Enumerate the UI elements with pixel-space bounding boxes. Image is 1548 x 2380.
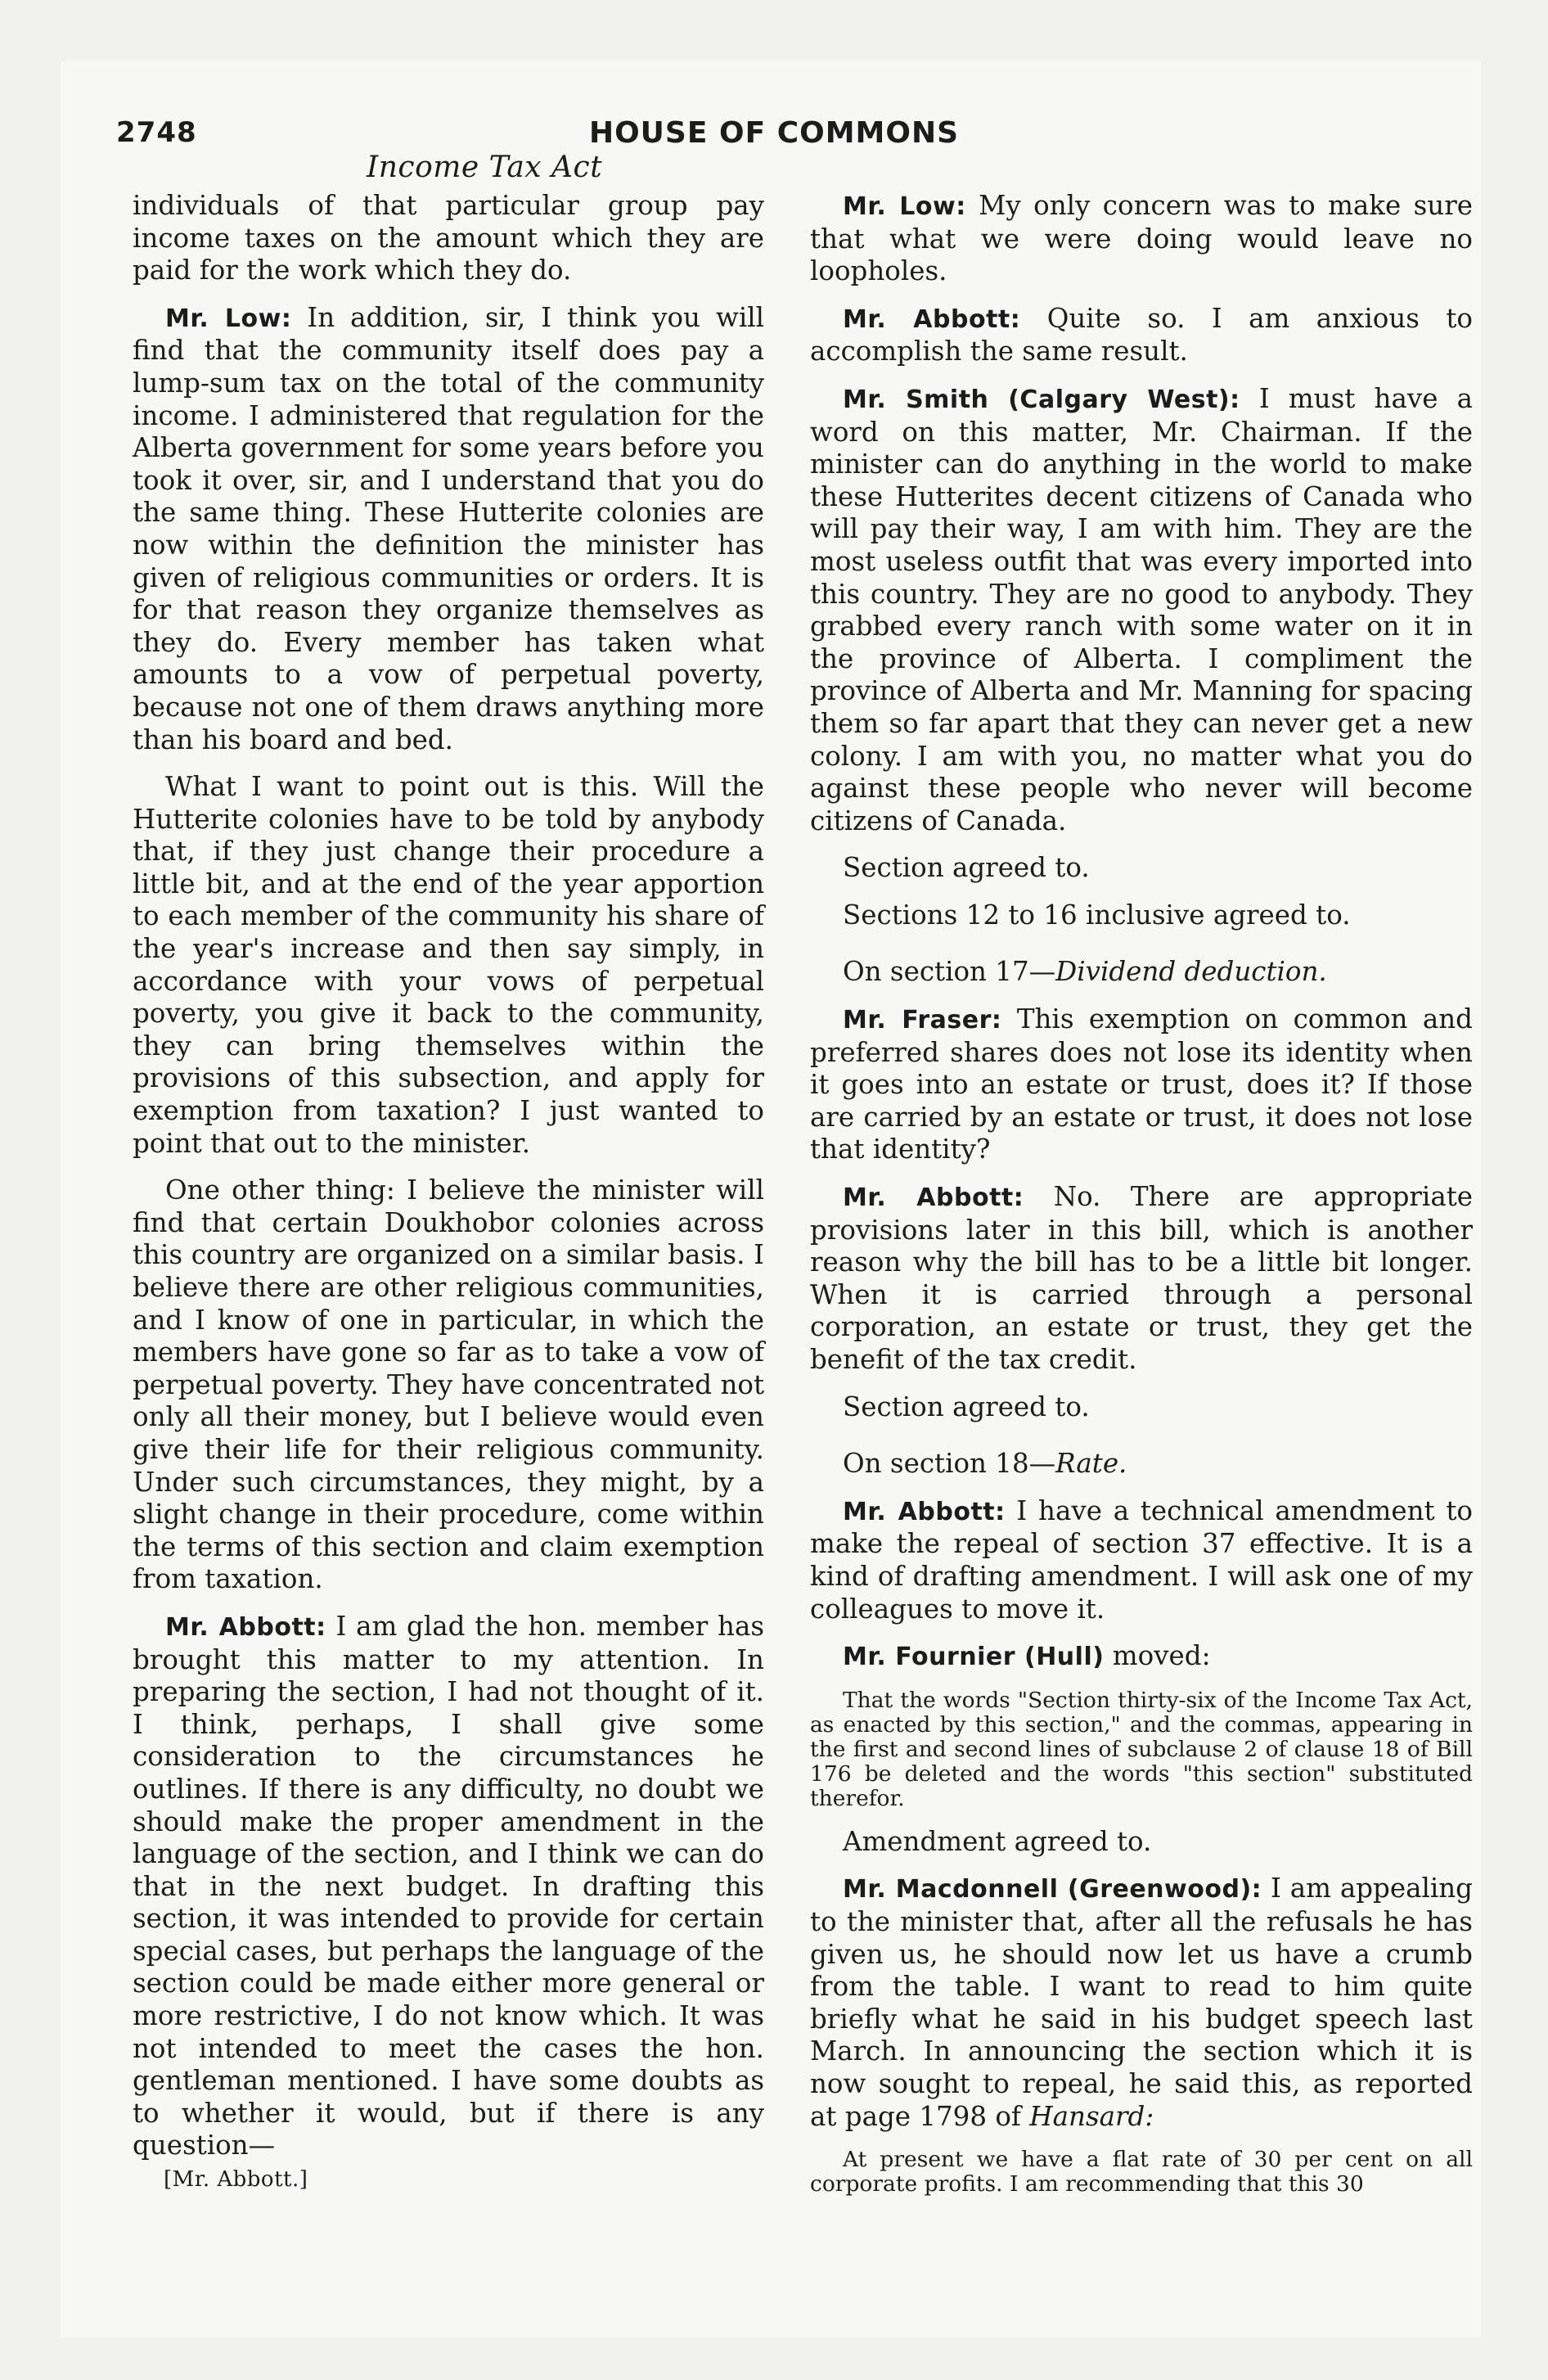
subject-heading: Income Tax Act bbox=[367, 151, 603, 184]
section-heading bbox=[810, 1448, 1473, 1481]
section-title: Rate. bbox=[1055, 1448, 1127, 1480]
speaker-name: Mr. Abbott: bbox=[843, 304, 1021, 334]
section-title: Dividend deduction. bbox=[1055, 956, 1327, 988]
proceeding-note: Amendment agreed to. bbox=[843, 1825, 1152, 1857]
speaker-name: Mr. Macdonnell (Greenwood): bbox=[843, 1875, 1262, 1904]
paragraph bbox=[810, 1181, 1473, 1377]
speaker-signature: [Mr. Abbott.] bbox=[164, 2167, 308, 2192]
running-head: HOUSE OF COMMONS bbox=[588, 116, 960, 150]
section-heading bbox=[810, 956, 1473, 989]
speech-text: In addition, sir, I think you will find that the community itself does pay a lump-sum tax on the total of the community income. I administered that regulation for the Alberta government for some years before you took it over, sir, and I understand that you do the same thing. These Hutterite colonies are now within the definition the minister has given of religious communities or orders. It is for that reason they organize themselves as they do. Every member has taken what amounts to a vow of perpetual poverty, because not one of them draws anything more than his board and bed. bbox=[133, 301, 764, 755]
paragraph bbox=[133, 1611, 764, 2162]
speaker-name: Mr. Low: bbox=[843, 192, 966, 221]
speaker-name: Mr. Fraser: bbox=[843, 1006, 1002, 1035]
left-column bbox=[133, 190, 764, 2177]
paragraph bbox=[810, 1873, 1473, 2133]
paragraph bbox=[810, 190, 1473, 288]
paragraph bbox=[810, 1640, 1473, 1674]
paragraph bbox=[810, 1003, 1473, 1166]
publication-title: Hansard: bbox=[1029, 2100, 1154, 2132]
speech-text: No. There are appropriate provisions later in this bill, which is another reason why the bill has to be a little bit longer. When it is carried through a personal corporation, an estate or trust, they get the benefit of the tax credit. bbox=[810, 1181, 1473, 1375]
paragraph bbox=[133, 302, 764, 756]
section-label: On section 17— bbox=[843, 956, 1056, 988]
page-number: 2748 bbox=[116, 116, 197, 149]
paragraph bbox=[810, 303, 1473, 368]
speech-text: moved: bbox=[1112, 1640, 1211, 1672]
speaker-name: Mr. Abbott: bbox=[843, 1183, 1024, 1213]
budget-quote: At present we have a flat rate of 30 per cent on all corporate profits. I am recommending that this 30 bbox=[810, 2147, 1473, 2197]
proceeding-note: Section agreed to. bbox=[843, 1391, 1090, 1422]
paragraph bbox=[810, 383, 1473, 837]
section-label: On section 18— bbox=[843, 1448, 1056, 1480]
speech-text: My only concern was to make sure that what we were doing would leave no loopholes. bbox=[810, 190, 1473, 287]
right-column bbox=[810, 190, 1473, 2211]
speech-text: I am appealing to the minister that, after all the refusals he has given us, he should now let us have a crumb from the table. I want to read to him quite briefly what he said in his budget speech last March. In announcing the section which it is now sought to repeal, he said this, as reported at page 1798 of bbox=[810, 1873, 1473, 2132]
speech-text: I am glad the hon. member has brought this matter to my attention. In preparing the section, I had not thought of it. I think, perhaps, I shall give some consideration to the circumstances he outlines. If there is any difficulty, no doubt we should make the proper amendment in the language of the section, and I think we can do that in the next budget. In drafting this section, it was intended to provide for certain special cases, but perhaps the language of the section could be made either more general or more restrictive, I do not know which. It was not intended to meet the cases the hon. gentleman mentioned. I have some doubts as to whether it would, but if there is any question— bbox=[133, 1610, 765, 2161]
speaker-name: Mr. Fournier (Hull) bbox=[843, 1643, 1105, 1672]
proceeding-note: Section agreed to. bbox=[843, 852, 1090, 884]
speaker-name: Mr. Abbott: bbox=[165, 1612, 326, 1642]
proceeding-note: Sections 12 to 16 inclusive agreed to. bbox=[843, 899, 1351, 931]
speech-text: I have a technical amendment to make the repeal of section 37 effective. It is a kind of drafting amendment. I will ask one of my colleagues to move it. bbox=[810, 1494, 1473, 1625]
speech-text: I must have a word on this matter, Mr. Chairman. If the minister can do anything in the world to make these Hutterites decent citizens of Canada who will pay their way, I am with him. They are the most useless outfit that was every imported into this country. They are no good to anybody. They grabbed every ranch with some water on it in the province of Alberta. I compliment the province of Alberta and Mr. Manning for spacing them so far apart that they can never get a new colony. I am with you, no matter what you do against these people who never will become citizens of Canada. bbox=[810, 382, 1473, 836]
paragraph: individuals of that particular group pay income taxes on the amount which they are paid for the work which they do. bbox=[133, 190, 764, 286]
paragraph: One other thing: I believe the minister will find that certain Doukhobor colonies across this country are organized on a similar basis. I believe there are other religious communities, and I know of one in particular, in which the members have gone so far as to take a vow of perpetual poverty. They have concentrated not only all their money, but I believe would even give their life for their religious community. Under such circumstances, they might, by a slight change in their procedure, come within the terms of this section and claim exemption from taxation. bbox=[133, 1174, 764, 1595]
speech-text: Quite so. I am anxious to accomplish the same result. bbox=[810, 302, 1473, 367]
speech-text: This exemption on common and preferred shares does not lose its identity when it goes into an estate or trust, does it? If those are carried by an estate or trust, it does not lose that identity? bbox=[810, 1003, 1473, 1165]
speaker-name: Mr. Smith (Calgary West): bbox=[843, 385, 1240, 414]
paragraph: What I want to point out is this. Will the Hutterite colonies have to be told by anybody that, if they just change their procedure a little bit, and at the end of the year apportion to each member of the community his share of the year's increase and then say simply, in accordance with your vows of perpetual poverty, you give it back to the community, they can bring themselves within the provisions of this subsection, and apply for exemption from taxation? I just wanted to point that out to the minister. bbox=[133, 771, 764, 1159]
speaker-name: Mr. Low: bbox=[165, 304, 292, 333]
motion-quote: That the words "Section thirty-six of the Income Tax Act, as enacted by this section," and the commas, appearing in the first and second lines of subclause 2 of clause 18 of Bill 176 be deleted and the words "this section" substituted therefor. bbox=[810, 1687, 1473, 1811]
paragraph bbox=[810, 1495, 1473, 1625]
speaker-name: Mr. Abbott: bbox=[843, 1497, 1006, 1526]
